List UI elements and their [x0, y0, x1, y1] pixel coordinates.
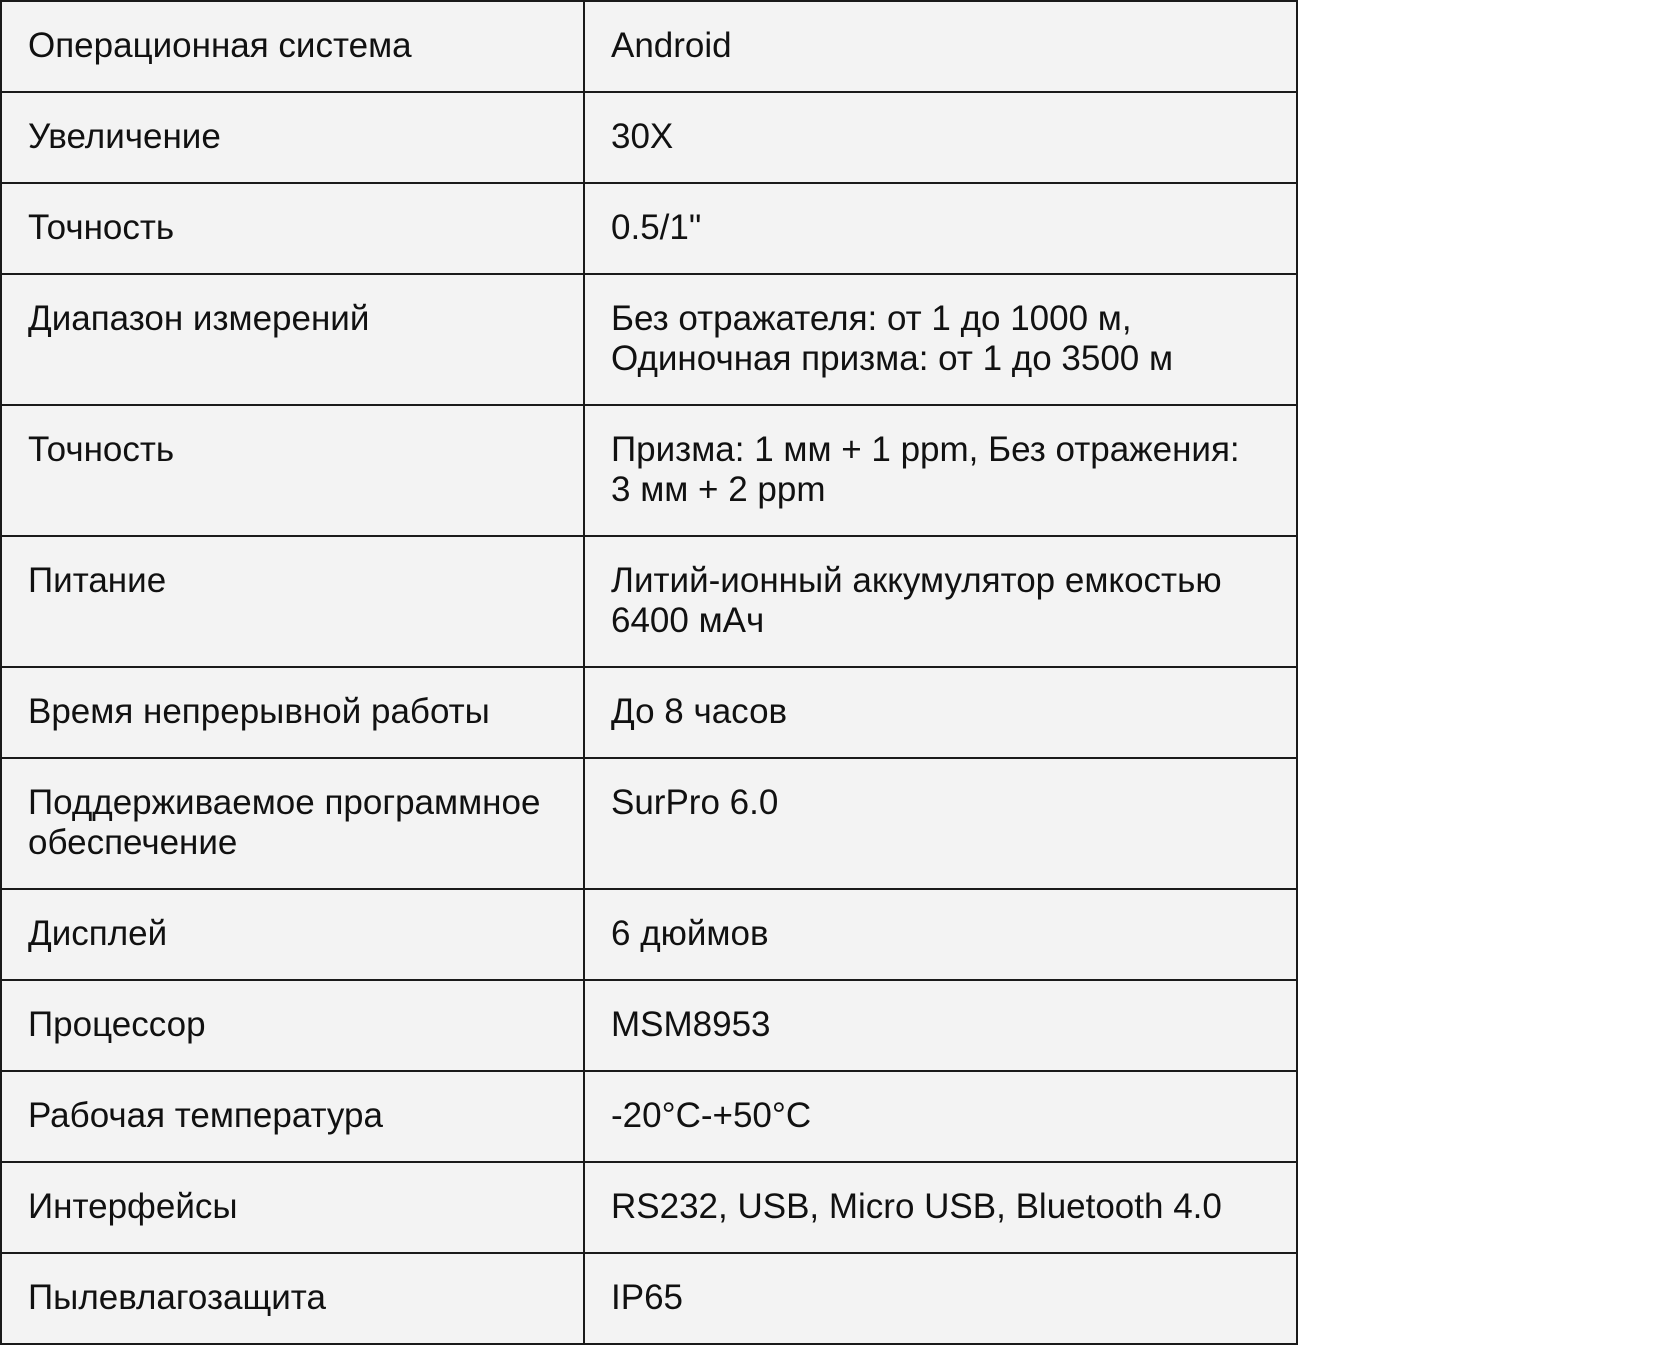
spec-row-distance-accuracy: [1, 405, 1297, 536]
spec-value: Призма: 1 мм + 1 ppm, Без отражения: 3 мм + 2 ppm: [584, 405, 1297, 536]
spec-value: 0.5/1": [584, 183, 1297, 274]
spec-row-display: [1, 889, 1297, 980]
spec-label: Рабочая температура: [1, 1071, 584, 1162]
spec-label: Поддерживаемое программное обеспечение: [1, 758, 584, 889]
spec-value: -20°C-+50°C: [584, 1071, 1297, 1162]
spec-value: 6 дюймов: [584, 889, 1297, 980]
spec-row-operating-temperature: [1, 1071, 1297, 1162]
spec-label: Увеличение: [1, 92, 584, 183]
spec-value: Без отражателя: от 1 до 1000 м, Одиночная призма: от 1 до 3500 м: [584, 274, 1297, 405]
spec-row-interfaces: [1, 1162, 1297, 1253]
spec-row-operating-time: [1, 667, 1297, 758]
spec-value: SurPro 6.0: [584, 758, 1297, 889]
spec-label: Точность: [1, 183, 584, 274]
spec-label: Операционная система: [1, 1, 584, 92]
spec-row-angular-accuracy: [1, 183, 1297, 274]
spec-row-os: [1, 1, 1297, 92]
spec-row-software: [1, 758, 1297, 889]
spec-value: Android: [584, 1, 1297, 92]
spec-row-magnification: [1, 92, 1297, 183]
spec-value: 30X: [584, 92, 1297, 183]
spec-value: Литий-ионный аккумулятор емкостью 6400 мАч: [584, 536, 1297, 667]
spec-value: До 8 часов: [584, 667, 1297, 758]
spec-label: Дисплей: [1, 889, 584, 980]
spec-row-measurement-range: [1, 274, 1297, 405]
spec-label: Время непрерывной работы: [1, 667, 584, 758]
spec-row-processor: [1, 980, 1297, 1071]
spec-label: Питание: [1, 536, 584, 667]
spec-value: IP65: [584, 1253, 1297, 1344]
spec-value: MSM8953: [584, 980, 1297, 1071]
spec-row-ingress-protection: [1, 1253, 1297, 1344]
spec-label: Интерфейсы: [1, 1162, 584, 1253]
spec-label: Процессор: [1, 980, 584, 1071]
spec-value: RS232, USB, Micro USB, Bluetooth 4.0: [584, 1162, 1297, 1253]
spec-label: Пылевлагозащита: [1, 1253, 584, 1344]
spec-label: Точность: [1, 405, 584, 536]
spec-label: Диапазон измерений: [1, 274, 584, 405]
spec-row-power: [1, 536, 1297, 667]
